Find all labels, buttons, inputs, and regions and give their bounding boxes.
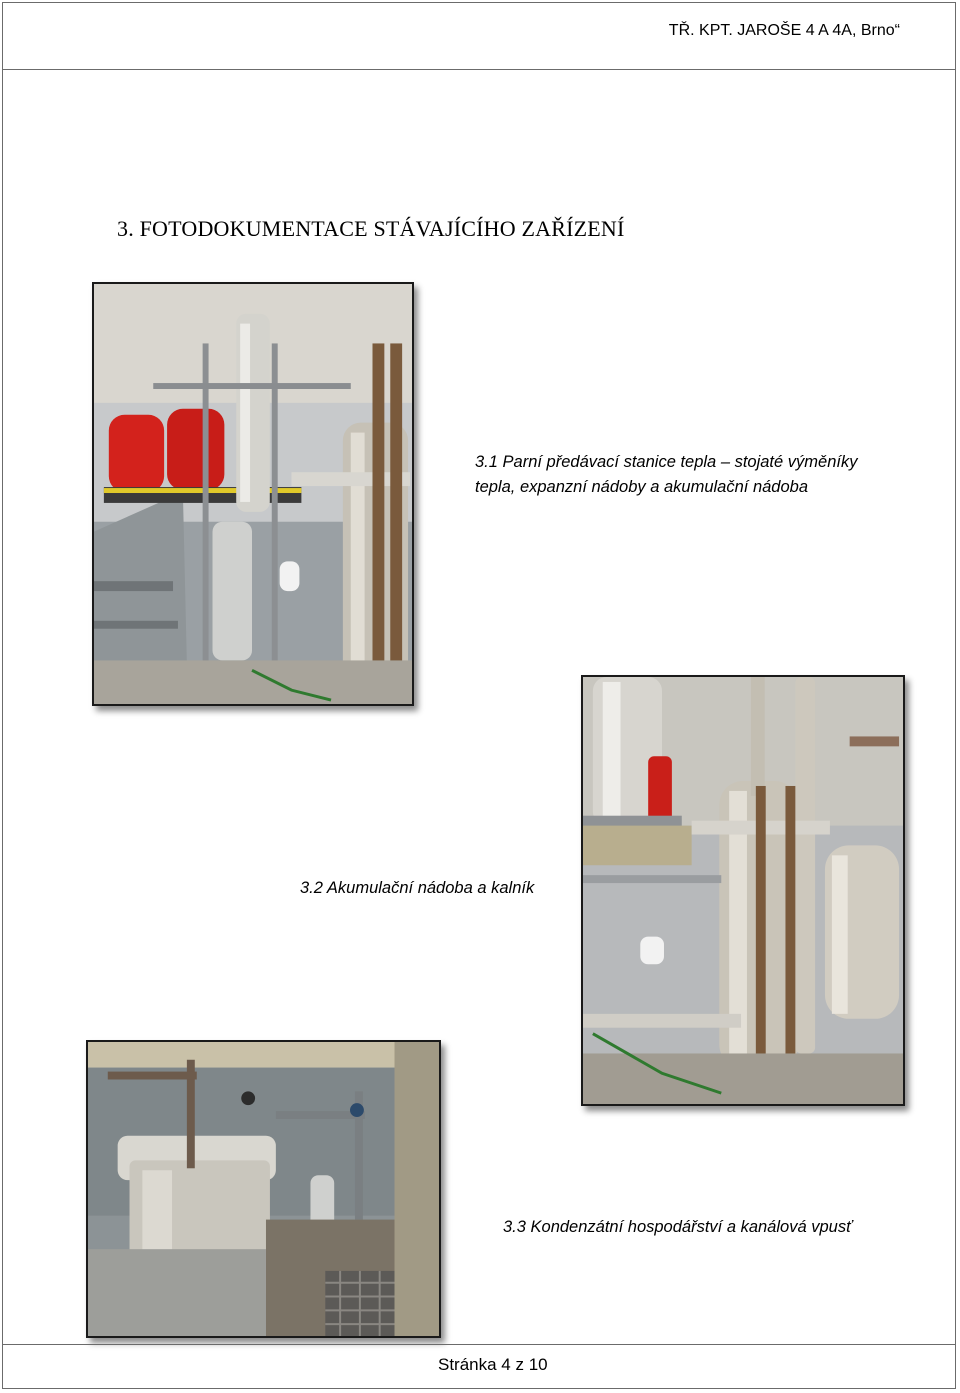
caption-line: tepla, expanzní nádoby a akumulační nádoba: [475, 478, 808, 496]
section-title: 3. FOTODOKUMENTACE STÁVAJÍCÍHO ZAŘÍZENÍ: [117, 216, 625, 241]
photo-condensate-drain: [86, 1040, 441, 1338]
photo-accumulation-tank: [581, 675, 905, 1106]
caption-line: 3.1 Parní předávací stanice tepla – stojaté výměníky: [475, 453, 858, 471]
caption-figure-3: 3.3 Kondenzátní hospodářství a kanálová vpusť: [503, 1218, 852, 1236]
page-header: TŘ. KPT. JAROŠE 4 A 4A, Brno“: [668, 22, 900, 39]
photo-steam-station: [92, 282, 414, 706]
page-number: Stránka 4 z 10: [438, 1355, 548, 1374]
header-divider: [2, 69, 956, 70]
footer-divider: [2, 1344, 956, 1345]
caption-figure-2: 3.2 Akumulační nádoba a kalník: [300, 879, 535, 897]
caption-figure-1: [475, 450, 857, 500]
